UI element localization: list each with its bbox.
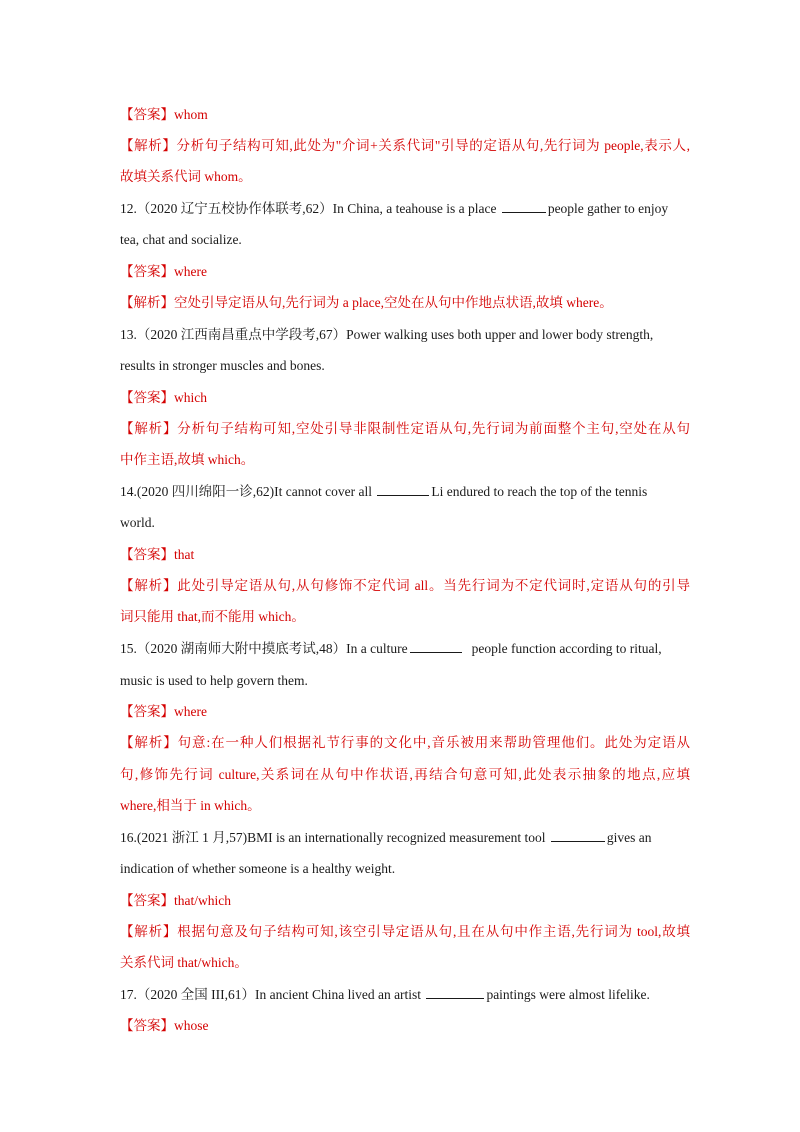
answer-line-13 [120,389,690,407]
question-16-line1 [120,829,690,847]
analysis-label: 【解析】 [120,578,178,593]
question-text: 16.(2021 浙江 1 月,57)BMI is an internationally recognized measurement tool [120,830,546,845]
answer-label: 【答案】 [120,107,174,122]
answer-blank [502,200,546,213]
answer-blank [551,829,605,842]
answer-value: whom [174,107,208,122]
analysis-text: 故填关系代词 whom。 [120,169,252,184]
answer-line-14 [120,546,690,564]
question-text: 17.（2020 全国 III,61）In ancient China lived an artist [120,987,422,1002]
analysis-line-11b [120,168,690,186]
question-text: 15.（2020 湖南师大附中摸底考试,48）In a culture [120,641,408,656]
question-text: 12.（2020 辽宁五校协作体联考,62）In China, a teahouse is a place [120,201,497,216]
answer-line-15 [120,703,690,721]
answer-value: whose [174,1018,209,1033]
answer-blank [377,483,429,496]
answer-label: 【答案】 [120,1018,174,1033]
analysis-text: 空处引导定语从句,先行词为 a place,空处在从句中作地点状语,故填 where。 [174,295,613,310]
answer-value: that/which [174,893,231,908]
question-text: people function according to ritual, [471,641,662,656]
analysis-text: 词只能用 that,而不能用 which。 [120,609,305,624]
question-text: 13.（2020 江西南昌重点中学段考,67）Power walking uses both upper and lower body strength, [120,327,654,342]
question-15-line2 [120,672,690,690]
answer-label: 【答案】 [120,390,174,405]
analysis-line-16a [120,923,690,941]
analysis-label: 【解析】 [120,735,178,750]
answer-label: 【答案】 [120,893,174,908]
answer-value: that [174,547,195,562]
question-text: gives an [606,830,652,845]
analysis-line-12 [120,294,690,312]
analysis-line-15c [120,797,690,815]
question-text: indication of whether someone is a healthy weight. [120,861,396,876]
question-13-line1 [120,326,690,344]
analysis-label: 【解析】 [120,138,177,153]
analysis-text: 分析句子结构可知,此处为"介词+关系代词"引导的定语从句,先行词为 people,表示人, [176,138,691,153]
analysis-text: 分析句子结构可知,空处引导非限制性定语从句,先行词为前面整个主句,空处在从句 [177,421,691,436]
analysis-text: 句意:在一种人们根据礼节行事的文化中,音乐被用来帮助管理他们。此处为定语从 [177,735,691,750]
answer-blank [426,986,484,999]
question-text: paintings were almost lifelike. [486,987,650,1002]
analysis-label: 【解析】 [120,924,178,939]
analysis-text: 关系代词 that/which。 [120,955,248,970]
analysis-text: where,相当于 in which。 [120,798,261,813]
answer-blank [410,640,462,653]
answer-line-12 [120,263,690,281]
analysis-text: 根据句意及句子结构可知,该空引导定语从句,且在从句中作主语,先行词为 tool,故填 [177,924,690,939]
question-17-line1 [120,986,690,1004]
analysis-text: 此处引导定语从句,从句修饰不定代词 all。当先行词为不定代词时,定语从句的引导 [177,578,691,593]
question-13-line2 [120,357,690,375]
analysis-line-13b [120,451,690,469]
analysis-text: 句,修饰先行词 culture,关系词在从句中作状语,再结合句意可知,此处表示抽象的地点,应填 [120,767,690,782]
answer-value: where [174,264,207,279]
analysis-line-14a [120,577,690,595]
answer-label: 【答案】 [120,704,174,719]
question-text: results in stronger muscles and bones. [120,358,325,373]
question-text: tea, chat and socialize. [120,232,242,247]
analysis-text: 中作主语,故填 which。 [120,452,255,467]
question-12-line1 [120,200,690,218]
question-text: people gather to enjoy [547,201,669,216]
question-16-line2 [120,860,690,878]
answer-label: 【答案】 [120,264,174,279]
analysis-line-16b [120,954,690,972]
question-14-line2 [120,514,690,532]
question-text: 14.(2020 四川绵阳一诊,62)It cannot cover all [120,484,372,499]
answer-line-11 [120,106,690,124]
answer-line-16 [120,892,690,910]
answer-value: where [174,704,207,719]
question-15-line1 [120,640,690,658]
answer-value: which [174,390,207,405]
analysis-label: 【解析】 [120,421,178,436]
answer-line-17 [120,1017,690,1035]
analysis-label: 【解析】 [120,295,174,310]
question-text: world. [120,515,155,530]
analysis-line-11a [120,137,690,155]
analysis-line-14b [120,608,690,626]
question-14-line1 [120,483,690,501]
answer-label: 【答案】 [120,547,174,562]
question-text: music is used to help govern them. [120,673,308,688]
analysis-line-15b [120,766,690,784]
question-12-line2 [120,231,690,249]
analysis-line-15a [120,734,690,752]
analysis-line-13a [120,420,690,438]
question-text: Li endured to reach the top of the tennis [431,484,648,499]
